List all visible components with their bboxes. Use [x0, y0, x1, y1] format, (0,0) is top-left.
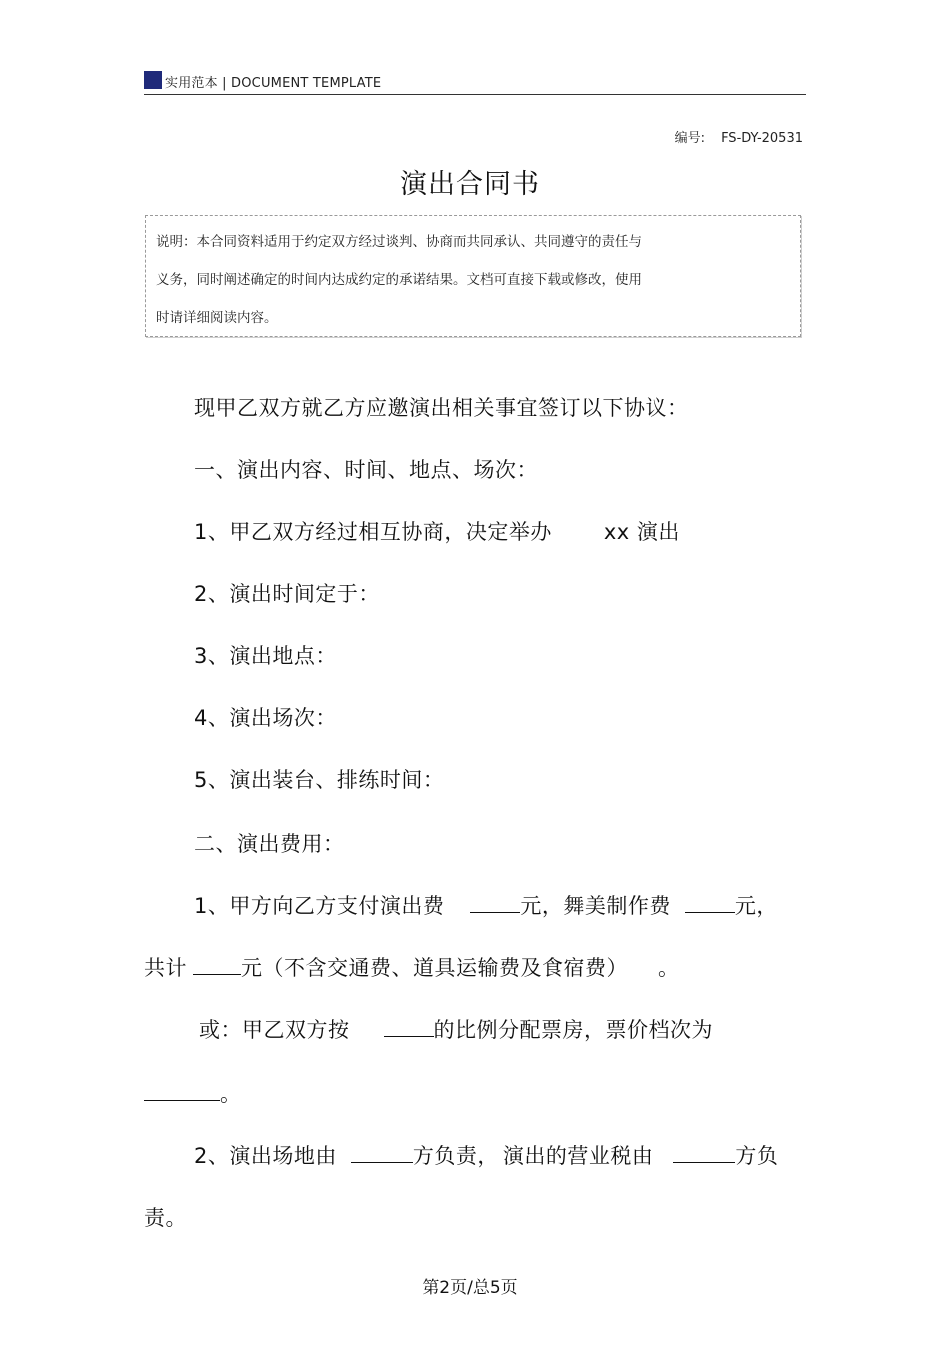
intro-paragraph: 现甲乙双方就乙方应邀演出相关事宜签订以下协议： [194, 396, 689, 420]
clause-text: 方负 [735, 1144, 779, 1168]
clause-text: 的比例分配票房，票价档次为 [433, 1018, 713, 1042]
clause-2-1-alt-cont [144, 1078, 242, 1108]
clause-2-1-cont [144, 952, 680, 982]
document-number-value: FS-DY-20531 [721, 131, 803, 146]
blank-line [193, 955, 241, 975]
clause-2-1-alt [199, 1014, 713, 1044]
blank-line [470, 893, 520, 913]
clause-1-3: 3、演出地点： [194, 644, 337, 668]
clause-text: 。 [658, 956, 680, 980]
document-number [675, 127, 803, 146]
description-line: 说明：本合同资料适用于约定双方经过谈判、协商而共同承认、共同遵守的责任与 [156, 234, 642, 250]
header-text: 实用范本 | DOCUMENT TEMPLATE [165, 76, 382, 91]
blank-line [384, 1017, 434, 1037]
clause-1-4: 4、演出场次： [194, 706, 337, 730]
description-line: 义务，同时阐述确定的时间内达成约定的承诺结果。文档可直接下载或修改，使用 [156, 272, 642, 288]
blank-line [685, 893, 735, 913]
document-number-label: 编号: [674, 131, 706, 146]
page-header [144, 68, 806, 95]
document-title: 演出合同书 [400, 169, 540, 200]
clause-text: 2、演出场地由 [194, 1144, 337, 1168]
clause-text: xx 演出 [603, 520, 680, 544]
clause-1-2: 2、演出时间定于： [194, 582, 380, 606]
page-footer: 第2页/总5页 [422, 1278, 518, 1298]
clause-text: 共计 [144, 956, 187, 980]
clause-text: 元（不含交通费、道具运输费及食宿费） [241, 956, 628, 980]
clause-text: 元， [734, 894, 778, 918]
clause-text: 方负责， [412, 1144, 499, 1168]
logo-icon [144, 71, 162, 89]
clause-2-1 [194, 890, 778, 920]
description-line: 时请详细阅读内容。 [156, 310, 278, 326]
section-heading-1: 一、演出内容、时间、地点、场次： [194, 458, 538, 482]
clause-2-2-cont: 责。 [144, 1206, 187, 1230]
clause-text: 1、甲乙双方经过相互协商，决定举办 [194, 520, 552, 544]
clause-text: 元，舞美制作费 [520, 894, 671, 918]
clause-1-5: 5、演出装台、排练时间： [194, 768, 445, 792]
clause-text: 或：甲乙双方按 [199, 1018, 350, 1042]
clause-text: 演出的营业税由 [502, 1144, 654, 1168]
clause-text: 1、甲方向乙方支付演出费 [194, 894, 445, 918]
blank-line [673, 1143, 735, 1163]
blank-line [351, 1143, 413, 1163]
blank-line [144, 1081, 220, 1101]
clause-1-1 [194, 516, 680, 546]
clause-text: 。 [220, 1082, 242, 1106]
clause-2-2 [194, 1140, 778, 1170]
description-box [145, 215, 801, 337]
section-heading-2: 二、演出费用： [194, 832, 345, 856]
